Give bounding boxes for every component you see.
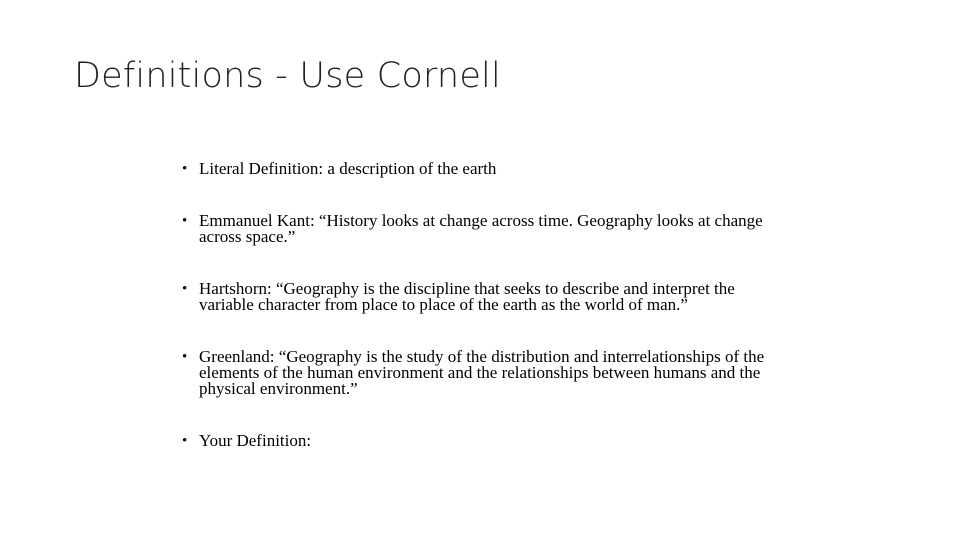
bullet-icon: • xyxy=(182,213,188,229)
bullet-icon: • xyxy=(182,433,188,449)
slide-title: Definitions - Use Cornell xyxy=(74,56,501,96)
bullet-icon: • xyxy=(182,281,188,297)
bullet-text: Hartshorn: “Geography is the discipline that seeks to describe and interpret the variable character from place to place of the earth as the world of man.” xyxy=(199,279,735,314)
bullet-text: Emmanuel Kant: “History looks at change across time. Geography looks at change across space.” xyxy=(199,211,763,246)
bullet-text: Literal Definition: a description of the earth xyxy=(199,159,497,178)
bullet-icon: • xyxy=(182,161,188,177)
bullet-text: Your Definition: xyxy=(199,431,312,450)
bullet-item-greenland xyxy=(182,349,792,397)
bullet-item-kant xyxy=(182,213,792,245)
bullet-item-literal-definition xyxy=(182,161,792,177)
bullet-item-hartshorn xyxy=(182,281,792,313)
bullet-text: Greenland: “Geography is the study of the distribution and interrelationships of the elements of the human environment and the relationships between humans and the physical environment.” xyxy=(199,347,765,398)
bullet-icon: • xyxy=(182,349,188,365)
bullet-item-your-definition xyxy=(182,433,792,449)
